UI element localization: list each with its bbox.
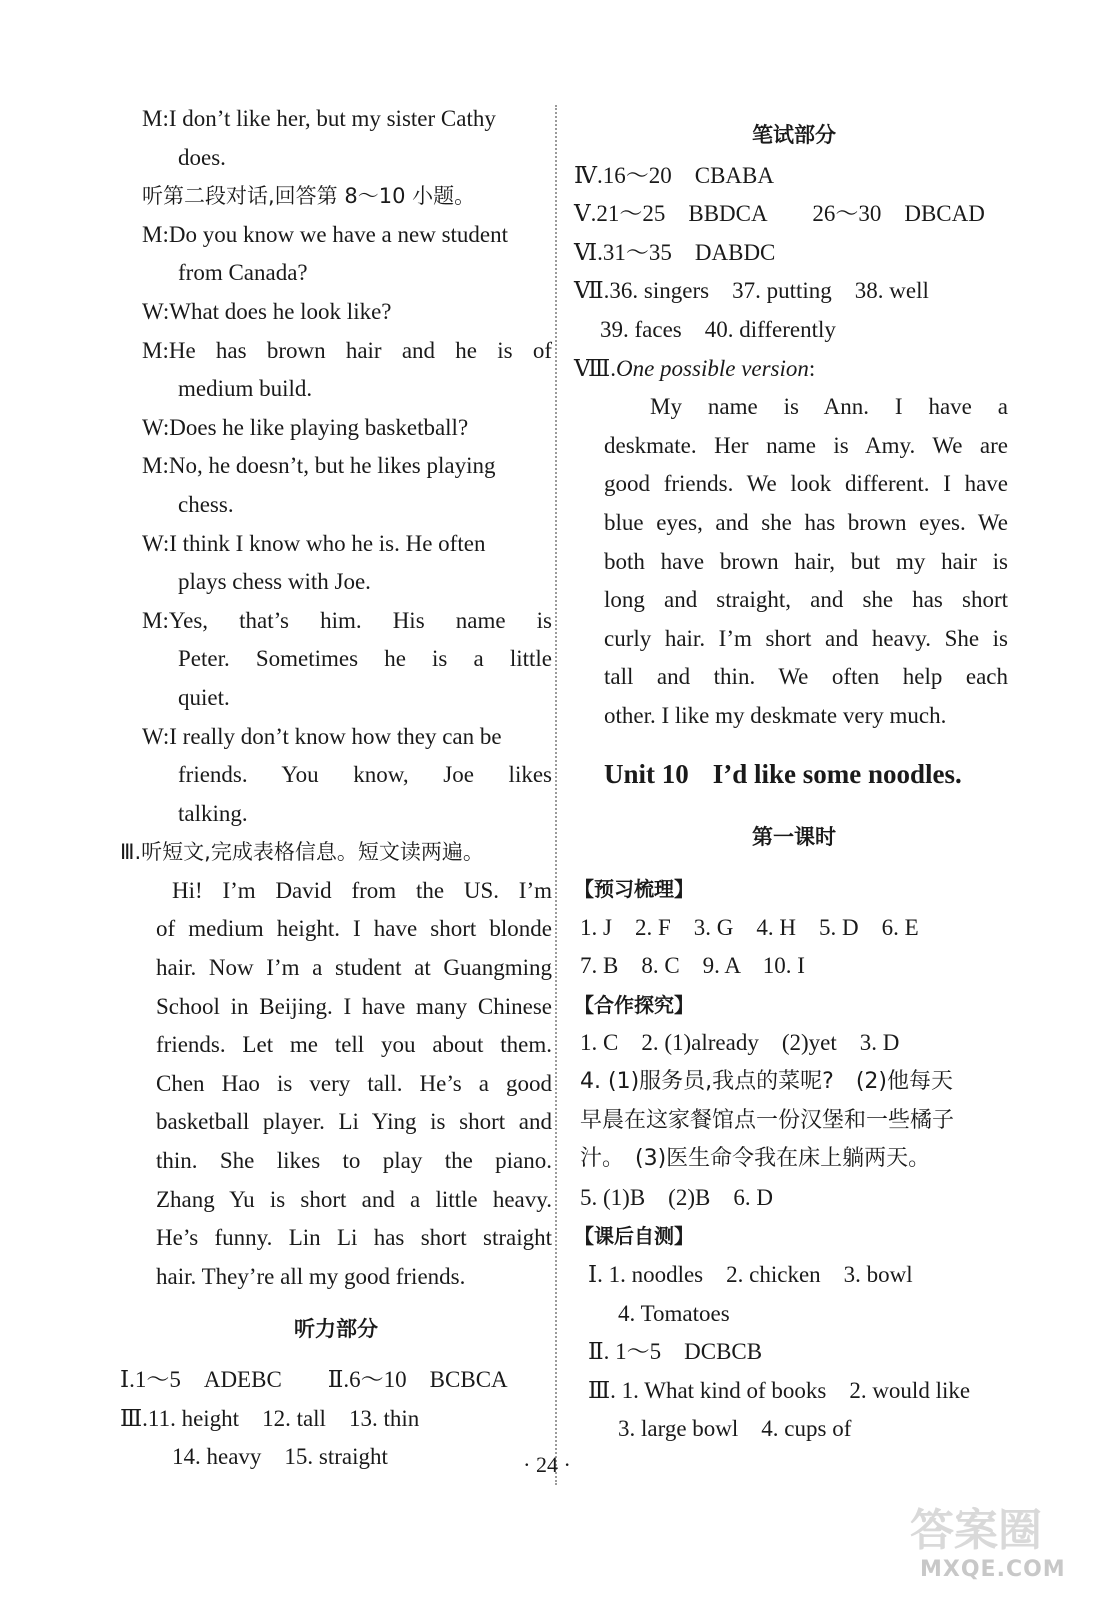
watermark-site: MXQE.COM — [920, 1557, 1066, 1582]
lesson-heading: 第一课时 — [752, 824, 836, 849]
version-label: Ⅷ. — [574, 355, 616, 381]
answer-line: 5. (1)B (2)B 6. D — [580, 1184, 773, 1210]
answer-line: Ⅰ.1～5 ADEBC Ⅱ.6～10 BCBCA — [120, 1367, 508, 1392]
column-divider — [555, 105, 557, 1485]
preview-tag: 【预习梳理】 — [574, 877, 694, 902]
right-column — [574, 100, 1014, 1449]
watermark-logo: 答案圈 — [910, 1505, 1042, 1556]
answer-line: Ⅲ.11. height 12. tall 13. thin — [120, 1405, 420, 1431]
explore-tag: 【合作探究】 — [574, 992, 694, 1017]
version-colon: : — [808, 355, 816, 381]
answer-line: 14. heavy 15. straight — [172, 1444, 388, 1470]
answer-line: Ⅱ. 1～5 DCBCB — [588, 1339, 763, 1365]
dialogue-line: W:I really don’t know how they can be — [142, 723, 502, 749]
instruction-line: 听第二段对话,回答第 8～10 小题。 — [142, 184, 476, 209]
passage-line: of medium height. I have short blonde — [156, 916, 552, 942]
dialogue-line: medium build. — [178, 376, 313, 402]
unit-number: Unit 10 — [604, 758, 689, 789]
dialogue-line: from Canada? — [178, 260, 308, 286]
essay-line: curly hair. I’m short and heavy. She is — [604, 625, 1008, 651]
answer-line: 39. faces 40. differently — [600, 316, 836, 342]
dialogue-line: friends. You know, Joe likes — [178, 762, 552, 788]
answer-line: Ⅴ.21～25 BBDCA 26～30 DBCAD — [574, 201, 985, 227]
dialogue-line: M:Do you know we have a new student — [142, 221, 509, 247]
answer-line: Ⅵ.31～35 DABDC — [574, 239, 776, 265]
dialogue-line: M:No, he doesn’t, but he likes playing — [142, 453, 496, 479]
selftest-tag: 【课后自测】 — [574, 1224, 694, 1249]
passage-line: friends. Let me tell you about them. — [156, 1032, 552, 1058]
answer-line: 4. (1)服务员,我点的菜呢? (2)他每天 — [580, 1069, 953, 1095]
answer-line: 1. J 2. F 3. G 4. H 5. D 6. E — [580, 914, 919, 940]
dialogue-line: M:He has brown hair and he is of — [142, 337, 552, 363]
dialogue-line: M:Yes, that’s him. His name is — [142, 607, 552, 633]
answer-line: Ⅲ. 1. What kind of books 2. would like — [588, 1377, 971, 1403]
dialogue-line: chess. — [178, 491, 234, 517]
dialogue-line: W:Does he like playing basketball? — [142, 414, 469, 440]
answer-line: Ⅰ. 1. noodles 2. chicken 3. bowl — [588, 1262, 913, 1288]
unit-title — [574, 736, 1014, 806]
dialogue-line: W:What does he look like? — [142, 298, 392, 324]
answer-line: 4. Tomatoes — [618, 1300, 730, 1326]
answer-line: Ⅶ.36. singers 37. putting 38. well — [574, 278, 929, 304]
essay-line: other. I like my deskmate very much. — [604, 702, 947, 728]
dialogue-line: W:I think I know who he is. He often — [142, 530, 486, 556]
answer-line: 1. C 2. (1)already (2)yet 3. D — [580, 1030, 900, 1056]
dialogue-line: Peter. Sometimes he is a little — [178, 646, 552, 672]
essay-line: good friends. We look different. I have — [604, 471, 1008, 497]
passage-line: Hi! I’m David from the US. I’m — [172, 877, 552, 903]
dialogue-line: talking. — [178, 800, 248, 826]
passage-line: School in Beijing. I have many Chinese — [156, 993, 552, 1019]
passage-line: Chen Hao is very tall. He’s a good — [156, 1070, 552, 1096]
essay-line: deskmate. Her name is Amy. We are — [604, 432, 1008, 458]
passage-line: basketball player. Li Ying is short and — [156, 1109, 552, 1135]
passage-line: Zhang Yu is short and a little heavy. — [156, 1186, 552, 1212]
left-column — [120, 100, 552, 1477]
answer-line: 7. B 8. C 9. A 10. I — [580, 953, 805, 979]
essay-line: both have brown hair, but my hair is — [604, 548, 1008, 574]
answer-line: 汁。 (3)医生命令我在床上躺两天。 — [580, 1146, 931, 1172]
written-heading: 笔试部分 — [752, 123, 836, 147]
version-title: One possible version — [615, 355, 809, 381]
unit-name: I’d like some noodles. — [712, 758, 962, 789]
listening-heading: 听力部分 — [294, 1317, 378, 1342]
answer-line: Ⅳ.16～20 CBABA — [574, 162, 774, 188]
passage-line: thin. She likes to play the piano. — [156, 1148, 552, 1174]
passage-line: hair. They’re all my good friends. — [156, 1263, 466, 1289]
passage-line: He’s funny. Lin Li has short straight — [156, 1225, 552, 1251]
dialogue-line: quiet. — [178, 684, 230, 710]
essay-line: blue eyes, and she has brown eyes. We — [604, 509, 1008, 535]
answer-line: 3. large bowl 4. cups of — [618, 1416, 852, 1442]
watermark — [890, 1490, 1080, 1590]
dialogue-line: plays chess with Joe. — [178, 569, 371, 595]
essay-line: My name is Ann. I have a — [650, 394, 1008, 420]
essay-line: tall and thin. We often help each — [604, 664, 1008, 690]
section-instruction: Ⅲ.听短文,完成表格信息。短文读两遍。 — [120, 840, 484, 865]
essay-line: long and straight, and she has short — [604, 587, 1008, 613]
version-label-line — [574, 350, 1014, 389]
passage-line: hair. Now I’m a student at Guangming — [156, 955, 552, 981]
dialogue-line: does. — [178, 144, 226, 170]
dialogue-line: M:I don’t like her, but my sister Cathy — [142, 106, 496, 131]
answer-line: 早晨在这家餐馆点一份汉堡和一些橘子 — [580, 1107, 955, 1133]
page-number: · 24 · — [523, 1452, 571, 1477]
